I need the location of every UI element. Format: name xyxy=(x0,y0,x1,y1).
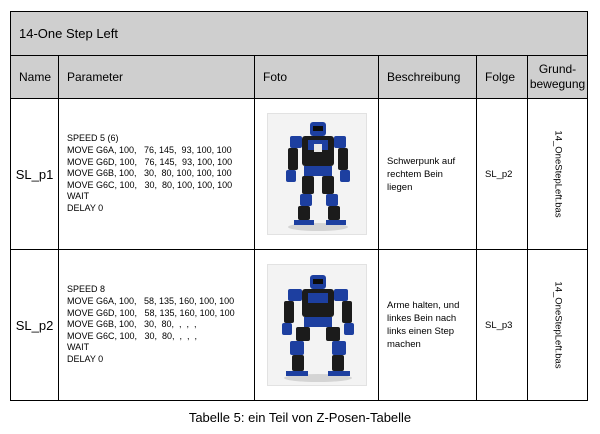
robot-photo xyxy=(268,265,366,385)
row-photo-cell xyxy=(255,99,379,250)
row-name: SL_p1 xyxy=(11,99,59,250)
table-row xyxy=(11,250,588,401)
row-grundbewegung: 14_OneStepLeft.bas xyxy=(552,281,563,369)
header-row xyxy=(11,56,588,99)
row-grundbewegung-cell xyxy=(528,99,588,250)
row-parameter: SPEED 5 (6) MOVE G6A, 100, 76, 145, 93, 100, 100 MOVE G6D, 100, 76, 145, 93, 100, 100 MOVE G6B, 100, 30, 80, 100, 100, 100 MOVE G6C, 100, 30, 80, 100, 100, 100 WAIT DELAY 0 xyxy=(59,99,255,250)
row-beschreibung: Arme halten, und linkes Bein nach links einen Step machen xyxy=(379,250,477,401)
row-grundbewegung: 14_OneStepLeft.bas xyxy=(552,130,563,218)
pose-table xyxy=(10,11,588,401)
row-grundbewegung-cell xyxy=(528,250,588,401)
header-grundbewegung xyxy=(528,56,588,99)
robot-photo xyxy=(268,114,366,234)
table-row xyxy=(11,99,588,250)
header-beschreibung: Beschreibung xyxy=(379,56,477,99)
row-beschreibung: Schwerpunk auf rechtem Bein liegen xyxy=(379,99,477,250)
header-name: Name xyxy=(11,56,59,99)
header-parameter: Parameter xyxy=(59,56,255,99)
table-title: 14-One Step Left xyxy=(11,12,588,56)
row-folge: SL_p2 xyxy=(477,99,528,250)
header-grund-line2: bewegung xyxy=(529,77,586,91)
header-grund-line1: Grund- xyxy=(538,62,577,76)
header-foto: Foto xyxy=(255,56,379,99)
row-photo-cell xyxy=(255,250,379,401)
header-folge: Folge xyxy=(477,56,528,99)
row-parameter: SPEED 8 MOVE G6A, 100, 58, 135, 160, 100, 100 MOVE G6D, 100, 58, 135, 160, 100, 100 MOVE G6B, 100, 30, 80, , , , MOVE G6C, 100, 30, 80, , , , WAIT DELAY 0 xyxy=(59,250,255,401)
table-caption: Tabelle 5: ein Teil von Z-Posen-Tabelle xyxy=(188,410,412,425)
row-name: SL_p2 xyxy=(11,250,59,401)
row-folge: SL_p3 xyxy=(477,250,528,401)
